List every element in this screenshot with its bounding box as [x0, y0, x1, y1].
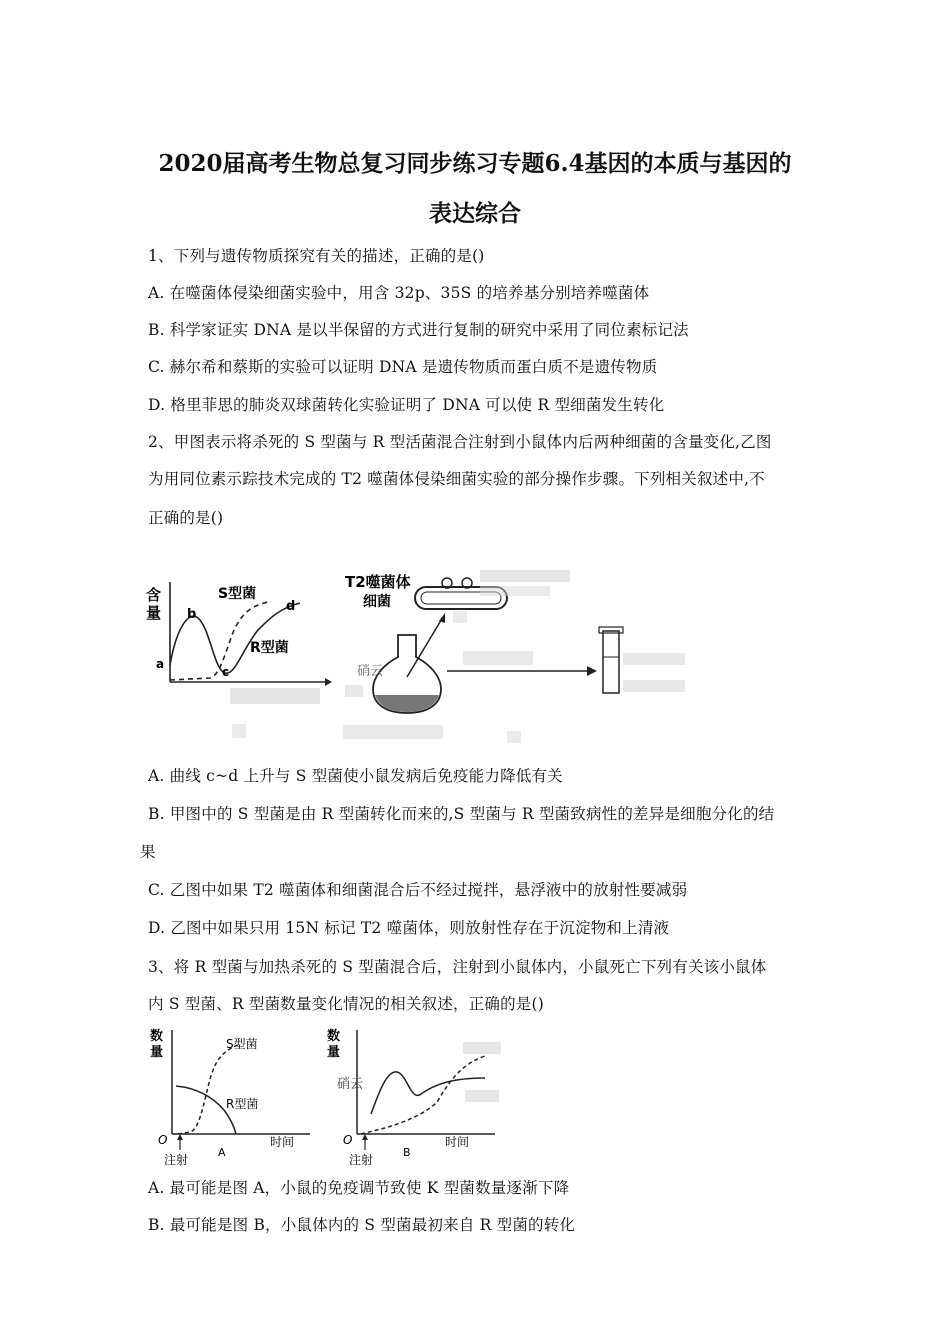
q2-stem-line3: 正确的是(): [148, 509, 224, 527]
fig-jia-r-label: R型菌: [250, 640, 289, 656]
fig-a-ylabel-1: 数: [150, 1029, 164, 1044]
document-title-line1: 2020届高考生物总复习同步练习专题6.4基因的本质与基因的: [158, 150, 792, 177]
fig-b-panel-label: B: [403, 1146, 411, 1159]
fig-b-origin: O: [343, 1133, 353, 1147]
fig-a-origin: O: [158, 1133, 168, 1147]
fig-yi-test-tube: [603, 631, 619, 693]
q2-option-c: C. 乙图中如果 T2 噬菌体和细菌混合后不经过搅拌，悬浮液中的放射性要减弱: [148, 881, 688, 899]
fig-b-xlabel: 时间: [445, 1135, 470, 1149]
fig-jia-blurred-xlabel: [230, 688, 320, 704]
figure-a-bacteria-count: [140, 1022, 315, 1170]
fig-jia-s-label: S型菌: [218, 586, 257, 602]
q3-option-b: B. 最可能是图 B，小鼠体内的 S 型菌最初来自 R 型菌的转化: [148, 1216, 576, 1234]
figure-jia-bacteria-curve: [140, 570, 340, 750]
q3-stem-line2: 内 S 型菌、R 型菌数量变化情况的相关叙述，正确的是(): [148, 995, 544, 1013]
fig-jia-point-a: a: [156, 657, 165, 671]
fig-a-inject-label: 注射: [164, 1153, 189, 1167]
fig-jia-point-c: c: [222, 665, 230, 679]
fig-b-watermark: 硝云: [337, 1077, 364, 1092]
fig-yi-watermark: 硝云: [357, 664, 384, 679]
q3-option-a: A. 最可能是图 A，小鼠的免疫调节致使 K 型菌数量逐渐下降: [148, 1179, 570, 1197]
fig-b-inject-label: 注射: [349, 1153, 374, 1167]
q2-stem-line2: 为用同位素示踪技术完成的 T2 噬菌体侵染细菌实验的部分操作步骤。下列相关叙述中,不: [148, 470, 765, 488]
q2-option-a: A. 曲线 c~d 上升与 S 型菌使小鼠发病后免疫能力降低有关: [148, 767, 563, 785]
fig-a-xlabel: 时间: [270, 1135, 295, 1149]
figure-yi-phage-experiment: [335, 565, 715, 750]
fig-b-ylabel-2: 量: [327, 1045, 341, 1060]
fig-a-panel-label: A: [218, 1146, 226, 1159]
q1-option-d: D. 格里菲思的肺炎双球菌转化实验证明了 DNA 可以使 R 型细菌发生转化: [148, 396, 665, 414]
q3-stem-line1: 3、将 R 型菌与加热杀死的 S 型菌混合后，注射到小鼠体内，小鼠死亡下列有关该小鼠体: [148, 958, 767, 976]
q1-option-b: B. 科学家证实 DNA 是以半保留的方式进行复制的研究中采用了同位素标记法: [148, 321, 689, 339]
fig-b-ylabel-1: 数: [327, 1029, 341, 1044]
document-title-line2: 表达综合: [429, 200, 521, 227]
fig-a-ylabel-2: 量: [150, 1045, 164, 1060]
q2-option-b-line1: B. 甲图中的 S 型菌是由 R 型菌转化而来的,S 型菌与 R 型菌致病性的差异是细胞分化的结: [148, 805, 775, 823]
fig-jia-blurred-caption: [232, 724, 246, 738]
figure-b-bacteria-count: [325, 1022, 505, 1170]
fig-a-r-label: R型菌: [226, 1097, 259, 1111]
fig-jia-point-d: d: [286, 599, 296, 614]
q1-stem: 1、下列与遗传物质探究有关的描述，正确的是(): [148, 247, 485, 265]
fig-jia-ylabel-1: 含: [146, 586, 162, 604]
fig-yi-bacteria-label: 细菌: [363, 594, 391, 610]
fig-yi-phage-label: T2噬菌体: [345, 573, 411, 591]
q2-option-b-line2: 果: [140, 843, 156, 861]
q1-option-c: C. 赫尔希和蔡斯的实验可以证明 DNA 是遗传物质而蛋白质不是遗传物质: [148, 358, 658, 376]
fig-jia-ylabel-2: 量: [146, 604, 162, 622]
fig-jia-point-b: b: [187, 607, 197, 622]
q1-option-a: A. 在噬菌体侵染细菌实验中，用含 32p、35S 的培养基分别培养噬菌体: [148, 284, 650, 302]
q2-option-d: D. 乙图中如果只用 15N 标记 T2 噬菌体，则放射性存在于沉淀物和上清液: [148, 919, 670, 937]
q2-stem-line1: 2、甲图表示将杀死的 S 型菌与 R 型活菌混合注射到小鼠体内后两种细菌的含量变化,乙图: [148, 433, 772, 451]
fig-a-s-label: S型菌: [226, 1037, 258, 1051]
